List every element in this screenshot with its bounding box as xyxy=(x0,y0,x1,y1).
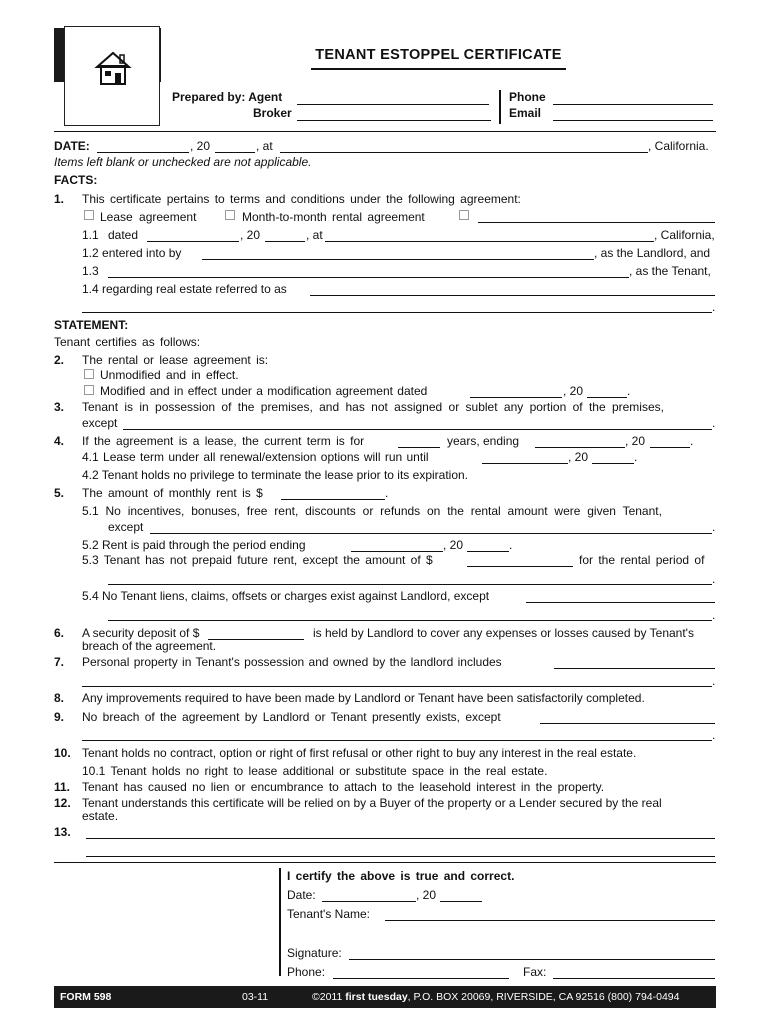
month-to-month-label: Month-to-month rental agreement xyxy=(242,210,425,224)
liens-exception-field[interactable] xyxy=(526,602,715,603)
agent-field[interactable] xyxy=(297,104,489,105)
rent-paid-through-field[interactable] xyxy=(351,551,443,552)
item-7-text: Personal property in Tenant's possession and owned by the landlord includes xyxy=(82,655,502,669)
item-5-1-text: 5.1 No incentives, bonuses, free rent, discounts or refunds on the rental amount were given Tenant, xyxy=(82,504,662,518)
period: . xyxy=(712,674,716,688)
rent-paid-year-field[interactable] xyxy=(467,551,509,552)
rental-period-field[interactable] xyxy=(108,584,712,585)
header-separator xyxy=(54,131,716,132)
other-agreement-checkbox[interactable] xyxy=(459,210,469,220)
item-10-1-text: 10.1 Tenant holds no right to lease additional or substitute space in the real estate. xyxy=(82,764,548,778)
lease-label: Lease agreement xyxy=(100,210,197,224)
unmodified-label: Unmodified and in effect. xyxy=(100,368,239,382)
additional-terms-field-2[interactable] xyxy=(86,856,715,857)
item-number: 13. xyxy=(54,825,71,839)
term-end-date-field[interactable] xyxy=(535,447,625,448)
sig-date-label: Date: xyxy=(287,888,316,902)
signature-label: Signature: xyxy=(287,946,342,960)
statement-heading: STATEMENT: xyxy=(54,318,129,332)
date-field[interactable] xyxy=(97,152,189,153)
agreement-date-field[interactable] xyxy=(147,241,239,242)
period: . xyxy=(712,608,716,622)
item-1-text: This certificate pertains to terms and conditions under the following agreement: xyxy=(82,192,521,206)
period: . xyxy=(712,416,716,430)
item-number: 6. xyxy=(54,626,65,640)
date-year-field[interactable] xyxy=(215,152,255,153)
item-3-text: Tenant is in possession of the premises, and has not assigned or sublet any portion of the premises, xyxy=(82,400,664,414)
fax-label: Fax: xyxy=(523,965,547,979)
years-ending-label: years, ending xyxy=(447,434,520,448)
statement-intro: Tenant certifies as follows: xyxy=(54,335,201,349)
broker-label: Broker xyxy=(253,106,292,120)
year-prefix: , 20 xyxy=(568,450,589,464)
landlord-field[interactable] xyxy=(202,259,594,260)
year-prefix: , 20 xyxy=(416,888,437,902)
at-label: , at xyxy=(306,228,323,242)
landlord-suffix: , as the Landlord, and xyxy=(594,246,711,260)
year-prefix: , 20 xyxy=(240,228,261,242)
year-prefix: , 20 xyxy=(190,139,211,153)
agreement-year-field[interactable] xyxy=(265,241,305,242)
item-4-1-text: 4.1 Lease term under all renewal/extension options will run until xyxy=(82,450,429,464)
modified-checkbox[interactable] xyxy=(84,385,94,395)
term-end-year-field[interactable] xyxy=(650,447,690,448)
month-to-month-checkbox[interactable] xyxy=(225,210,235,220)
item-number: 8. xyxy=(54,691,65,705)
item-4-2-text: 4.2 Tenant holds no privilege to terminate the lease prior to its expiration. xyxy=(82,468,469,482)
email-label: Email xyxy=(509,106,542,120)
item-1-1-number: 1.1 xyxy=(82,228,99,242)
prepaid-amount-field[interactable] xyxy=(467,566,573,567)
modification-date-field[interactable] xyxy=(470,397,562,398)
modified-label: Modified and in effect under a modification agreement dated xyxy=(100,384,428,398)
period: . xyxy=(712,520,716,534)
breach-exception-field-2[interactable] xyxy=(82,740,712,741)
signature-field[interactable] xyxy=(349,959,715,960)
personal-property-field-2[interactable] xyxy=(82,686,712,687)
year-prefix: , 20 xyxy=(443,538,464,552)
period: . xyxy=(712,728,716,742)
real-estate-field[interactable] xyxy=(310,295,715,296)
item-4-text: If the agreement is a lease, the current term is for xyxy=(82,434,365,448)
item-number: 2. xyxy=(54,353,65,367)
item-2-text: The rental or lease agreement is: xyxy=(82,353,269,367)
item-6-text: A security deposit of $ xyxy=(82,626,200,640)
item-5-2-text: 5.2 Rent is paid through the period ending xyxy=(82,538,306,552)
breach-exception-field[interactable] xyxy=(540,723,715,724)
real-estate-field-2[interactable] xyxy=(82,312,712,313)
california-label: , California, xyxy=(654,228,715,242)
item-8-text: Any improvements required to have been made by Landlord or Tenant have been satisfactorily completed. xyxy=(82,691,645,705)
title-underline xyxy=(311,68,566,70)
renewal-date-field[interactable] xyxy=(482,463,568,464)
period: . xyxy=(627,384,631,398)
tenant-name-field[interactable] xyxy=(385,920,715,921)
liens-exception-field-2[interactable] xyxy=(108,620,712,621)
date-label: DATE: xyxy=(54,139,90,153)
period: . xyxy=(385,486,389,500)
footer-bar xyxy=(54,986,716,1008)
item-1-3-number: 1.3 xyxy=(82,264,99,278)
sig-date-field[interactable] xyxy=(322,901,416,902)
tenant-field[interactable] xyxy=(108,277,629,278)
item-number: 10. xyxy=(54,746,71,760)
item-6-text-cont: is held by Landlord to cover any expenses or losses caused by Tenant's xyxy=(313,626,694,640)
period: . xyxy=(712,572,716,586)
except-label: except xyxy=(82,416,118,430)
item-6-text-end: breach of the agreement. xyxy=(82,639,217,653)
fax-field[interactable] xyxy=(553,978,715,979)
item-1-2-text: 1.2 entered into by xyxy=(82,246,182,260)
certify-statement: I certify the above is true and correct. xyxy=(287,869,515,883)
blank-note: Items left blank or unchecked are not applicable. xyxy=(54,155,312,169)
form-number: FORM 598 xyxy=(60,991,112,1003)
item-number: 9. xyxy=(54,710,65,724)
item-5-4-text: 5.4 No Tenant liens, claims, offsets or charges exist against Landlord, except xyxy=(82,589,490,603)
logo-box xyxy=(64,26,160,126)
item-12-text-end: estate. xyxy=(82,809,119,823)
house-icon xyxy=(93,49,133,89)
signature-separator xyxy=(54,862,716,863)
lease-checkbox[interactable] xyxy=(84,210,94,220)
item-9-text: No breach of the agreement by Landlord or Tenant presently exists, except xyxy=(82,710,501,724)
form-title: TENANT ESTOPPEL CERTIFICATE xyxy=(315,47,562,63)
agreement-location-field[interactable] xyxy=(325,241,654,242)
title-box xyxy=(161,28,716,82)
item-10-text: Tenant holds no contract, option or right of first refusal or other right to buy any interest in the real estate. xyxy=(82,746,637,760)
phone-label: Phone xyxy=(509,90,546,104)
other-agreement-field[interactable] xyxy=(478,222,715,223)
signature-divider xyxy=(279,868,281,976)
monthly-rent-field[interactable] xyxy=(281,499,385,500)
term-years-field[interactable] xyxy=(398,447,440,448)
california-label: , California. xyxy=(648,139,709,153)
item-number: 1. xyxy=(54,192,65,206)
modification-year-field[interactable] xyxy=(587,397,627,398)
brand-name: first tuesday xyxy=(345,991,408,1003)
email-field[interactable] xyxy=(553,120,713,121)
copyright-address: , P.O. BOX 20069, RIVERSIDE, CA 92516 (800) 794-0494 xyxy=(407,991,680,1003)
item-5-text: The amount of monthly rent is $ xyxy=(82,486,263,500)
rental-period-label: for the rental period of xyxy=(579,553,705,567)
year-prefix: , 20 xyxy=(625,434,646,448)
sig-phone-field[interactable] xyxy=(333,978,509,979)
incentives-exception-field[interactable] xyxy=(150,533,712,534)
item-number: 3. xyxy=(54,400,65,414)
tenant-suffix: , as the Tenant, xyxy=(629,264,711,278)
period: . xyxy=(690,434,694,448)
period: . xyxy=(712,300,716,314)
item-12-text: Tenant understands this certificate will be relied on by a Buyer of the property or a Lender secured by the real xyxy=(82,796,662,810)
item-number: 5. xyxy=(54,486,65,500)
form-revision: 03-11 xyxy=(242,991,269,1003)
unmodified-checkbox[interactable] xyxy=(84,369,94,379)
item-number: 12. xyxy=(54,796,71,810)
item-5-3-text: 5.3 Tenant has not prepaid future rent, except the amount of $ xyxy=(82,553,433,567)
phone-field[interactable] xyxy=(553,104,713,105)
item-1-4-text: 1.4 regarding real estate referred to as xyxy=(82,282,287,296)
renewal-year-field[interactable] xyxy=(592,463,634,464)
period: . xyxy=(634,450,638,464)
tenant-name-label: Tenant's Name: xyxy=(287,907,370,921)
year-prefix: , 20 xyxy=(563,384,584,398)
item-number: 7. xyxy=(54,655,65,669)
header-divider xyxy=(499,90,501,124)
additional-terms-field[interactable] xyxy=(86,838,715,839)
sig-year-field[interactable] xyxy=(440,901,482,902)
sig-phone-label: Phone: xyxy=(287,965,326,979)
item-11-text: Tenant has caused no lien or encumbrance to attach to the leasehold interest in the property. xyxy=(82,780,605,794)
facts-heading: FACTS: xyxy=(54,173,98,187)
copyright xyxy=(312,991,679,1003)
dated-label: dated xyxy=(108,228,139,242)
except-label: except xyxy=(108,520,144,534)
security-deposit-field[interactable] xyxy=(208,639,304,640)
broker-field[interactable] xyxy=(297,120,491,121)
item-number: 11. xyxy=(54,780,71,794)
copyright-prefix: ©2011 xyxy=(312,991,346,1003)
period: . xyxy=(509,538,513,552)
item-number: 4. xyxy=(54,434,65,448)
sublet-exception-field[interactable] xyxy=(123,429,712,430)
personal-property-field[interactable] xyxy=(554,668,715,669)
location-field[interactable] xyxy=(280,152,648,153)
prepared-by-label: Prepared by: Agent xyxy=(172,90,283,104)
at-label: , at xyxy=(256,139,273,153)
